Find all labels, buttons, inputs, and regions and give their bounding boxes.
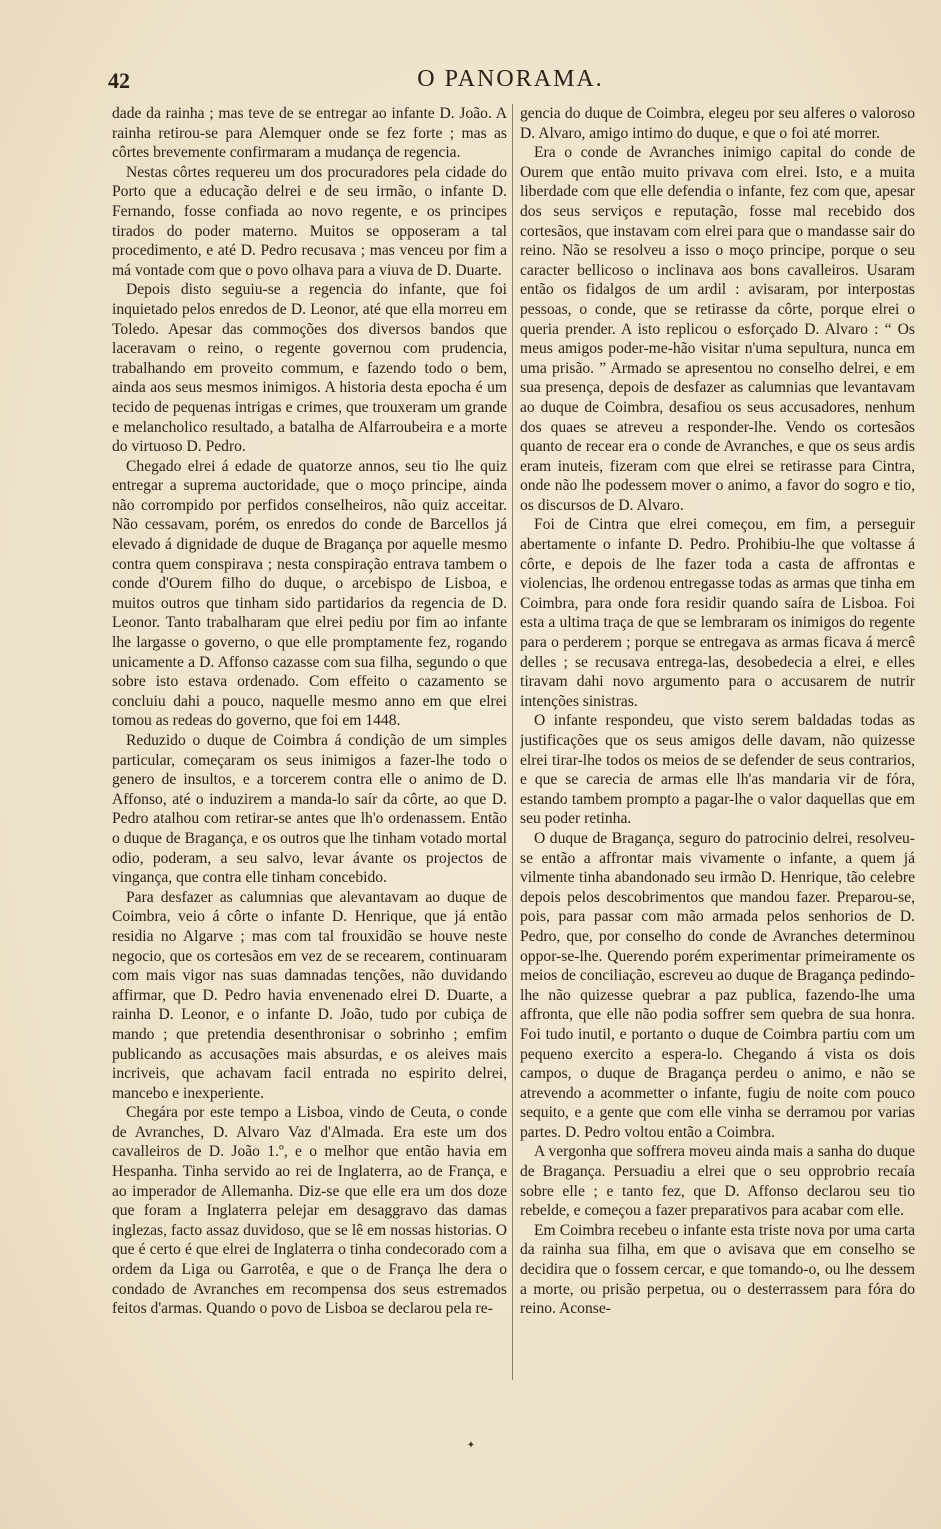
running-title: O PANORAMA. [417, 66, 604, 92]
paragraph: Foi de Cintra que elrei começou, em fim, a perseguir abertamente o infante D. Pedro. Prohibiu-lhe que voltasse á côrte, e depois de lhe fazer toda a casta de affrontas e violencias, lhe ordenou entregasse todas as armas que tinha em Coimbra, para onde fora residir quando saíra de Lisboa. Foi esta a ultima traça de que se lembraram os inimigos do regente para o perderem ; porque se entregava as armas ficava á mercê delles ; se recusava entrega-las, desobedecia a elrei, e elles tiravam dahi novo argumento para o accusarem de nutrir intenções sinistras. [520, 516, 915, 710]
paragraph: Depois disto seguiu-se a regencia do infante, que foi inquietado pelos enredos de D. Leonor, até que ella morreu em Toledo. Apesar das commoções dos diversos bandos que laceravam o reino, o regente governou com prudencia, trabalhando em proveito commum, e fazendo todo o bem, ainda aos seus mesmos inimigos. A historia desta epocha é um tecido de pequenas intrigas e crimes, que trouxeram um grande e melancholico resultado, a batalha de Alfarroubeira e a morte do virtuoso D. Pedro. [112, 281, 507, 456]
paragraph: O duque de Bragança, seguro do patrocinio delrei, resolveu-se então a affrontar mais vivamente o infante, a quem já vilmente tinha abandonado seu irmão D. Henrique, tão celebre depois pelos descobrimentos que mandou fazer. Preparou-se, pois, para passar com mão armada pelos senhorios de D. Pedro, que, por conselho do conde de Avranches determinou oppor-se-lhe. Querendo porém experimentar primeiramente os meios de conciliação, escreveu ao duque de Bragança pedindo-lhe não quizesse quebrar a paz publica, fazendo-lhe uma affronta, que elle não podia soffrer sem quebra de sua honra. Foi tudo inutil, e portanto o duque de Coimbra partiu com um pequeno exercito a espera-lo. Chegando á vista os dois campos, o duque de Bragança perdeu o animo, e não se atrevendo a acommetter o infante, fugiu de noite com pouco sequito, e a gente que com elle vinha se derramou por varias partes. D. Pedro voltou então a Coimbra. [520, 829, 915, 1141]
paragraph: O infante respondeu, que visto serem baldadas todas as justificações que os seus amigos delle davam, não quizesse elrei tirar-lhe todos os meios de se defender de seus contrarios, e que se carecia de armas elle lh'as mandaria vir de fóra, estando tambem prompto a pagar-lhe o valor daquellas que em seu poder retinha. [520, 712, 915, 828]
paragraph: Nestas côrtes requereu um dos procuradores pela cidade do Porto que a educação delrei e de seu irmão, o infante D. Fernando, fosse confiada ao novo regente, e os principes tirados do poder materno. Muitos se opposeram a tal procedimento, e até D. Pedro recusava ; mas venceu por fim a má vontade com que o povo olhava para a viuva de D. Duarte. [112, 163, 507, 279]
left-column [112, 104, 507, 1380]
paragraph: Chegára por este tempo a Lisboa, vindo de Ceuta, o conde de Avranches, D. Alvaro Vaz d'Almada. Era este um dos cavalleiros de D. João 1.º, e o melhor que então havia em Hespanha. Tinha servido ao rei de Inglaterra, ao de França, e ao imperador de Allemanha. Diz-se que elle era um dos doze que foram a Inglaterra pelejar em desaggravo das damas inglezas, facto assaz duvidoso, que se lê em nossas historias. O que é certo é que elrei de Inglaterra o tinha condecorado com a ordem da Liga ou Garrotêa, e que o de França lhe dera o condado de Avranches em recompensa dos seus estremados feitos d'armas. Quando o povo de Lisboa se declarou pela re- [112, 1104, 507, 1318]
paragraph: gencia do duque de Coimbra, elegeu por seu alferes o valoroso D. Alvaro, amigo intimo do duque, e que o foi até morrer. [520, 105, 915, 142]
page-number: 42 [108, 68, 130, 93]
right-column [520, 104, 915, 1380]
paragraph: A vergonha que soffrera moveu ainda mais a sanha do duque de Bragança. Persuadiu a elrei que o seu opprobrio recaía sobre elle ; e tanto fez, que D. Affonso declarou seu tio rebelde, e começou a fazer preparativos para acabar com elle. [520, 1143, 915, 1220]
paragraph: Reduzido o duque de Coimbra á condição de um simples particular, começaram os seus inimigos a fazer-lhe todo o genero de insultos, e a torcerem contra elle o animo de D. Affonso, até o induzirem a manda-lo saír da côrte, ao que D. Pedro atalhou com retirar-se antes que lh'o ordenassem. Então o duque de Bragança, e os outros que lhe tinham votado mortal odio, poderam, a seu salvo, levar ávante os projectos de vingança, que contra elle tinham concebido. [112, 732, 507, 887]
paragraph: Para desfazer as calumnias que alevantavam ao duque de Coimbra, veio á côrte o infante D. Henrique, que já então residia no Algarve ; mas com tal frouxidão se houve neste negocio, que os cortesãos em vez de se recearem, continuaram com mais vigor nas suas damnadas tenções, não duvidando affirmar, que D. Pedro havia envenenado elrei D. Duarte, a rainha D. Leonor, e o infante D. João, tudo por cubiça de mando ; que pretendia desenthronisar o sobrinho ; emfim publicando as accusações mais absurdas, e os aleives mais incriveis, que achavam facil entrada no espirito delrei, mancebo e inexperiente. [112, 888, 507, 1102]
footer-ornament: ✦ [466, 1440, 476, 1451]
paragraph: dade da rainha ; mas teve de se entregar ao infante D. João. A rainha retirou-se para Alemquer onde se fez forte ; mas as côrtes brevemente confirmaram a mudança de regencia. [112, 105, 507, 162]
page-header [108, 66, 913, 98]
paragraph: Em Coimbra recebeu o infante esta triste nova por uma carta da rainha sua filha, em que o avisava que em conselho se decidira que o fossem cercar, e que tomando-o, ou lhe dessem a morte, ou prisão perpetua, ou o desterrassem para fóra do reino. Aconse- [520, 1221, 915, 1318]
column-divider [512, 104, 513, 1380]
paragraph: Era o conde de Avranches inimigo capital do conde de Ourem que então muito privava com elrei. Isto, e a muita liberdade com que elle defendia o infante, fez com que, apesar dos seus serviços e reputação, fosse mal recebido dos cortesãos, que instavam com elrei para que o mandasse sair do reino. Não se resolveu a isso o moço principe, porque o seu caracter bellicoso o inclinava aos bons cavalleiros. Usaram então os fidalgos de um ardil : avisaram, por interpostas pessoas, o conde, que se retirasse da côrte, porque elrei o queria prender. A isto replicou o esforçado D. Alvaro : “ Os meus amigos poder-me-hão visitar n'uma sepultura, nunca em uma prisão. ” Armado se apresentou no conselho delrei, e em sua presença, depois de desfazer as calumnias que levantavam ao duque de Coimbra, desafiou os seus accusadores, nenhum dos quaes se atreveu a responder-lhe. Vendo os cortesãos quanto de recear era o conde de Avranches, e que os seus ardis eram inuteis, fizeram com que elrei se retirasse para Cintra, onde não lhe podessem mover o animo, a favor do sogro e tio, os discursos de D. Alvaro. [520, 144, 915, 514]
paragraph: Chegado elrei á edade de quatorze annos, seu tio lhe quiz entregar a suprema auctoridade, que o moço principe, ainda não corrompido por perfidos conselheiros, não quiz acceitar. Não cessavam, porém, os enredos do conde de Barcellos já elevado á dignidade de duque de Bragança por aquelle mesmo contra quem conspirava ; nesta conspiração entrava tambem o conde d'Ourem filho do duque, o arcebispo de Lisboa, e muitos outros que tinham sido partidarios da regencia de D. Leonor. Tanto trabalharam que elrei pediu por fim ao infante lhe largasse o governo, o que elle promptamente fez, rogando unicamente a D. Affonso cazasse com sua filha, segundo o que sobre isto estava ordenado. Com effeito o cazamento se concluiu dahi a pouco, naquelle mesmo anno em que elrei tomou as redeas do governo, que foi em 1448. [112, 457, 507, 730]
